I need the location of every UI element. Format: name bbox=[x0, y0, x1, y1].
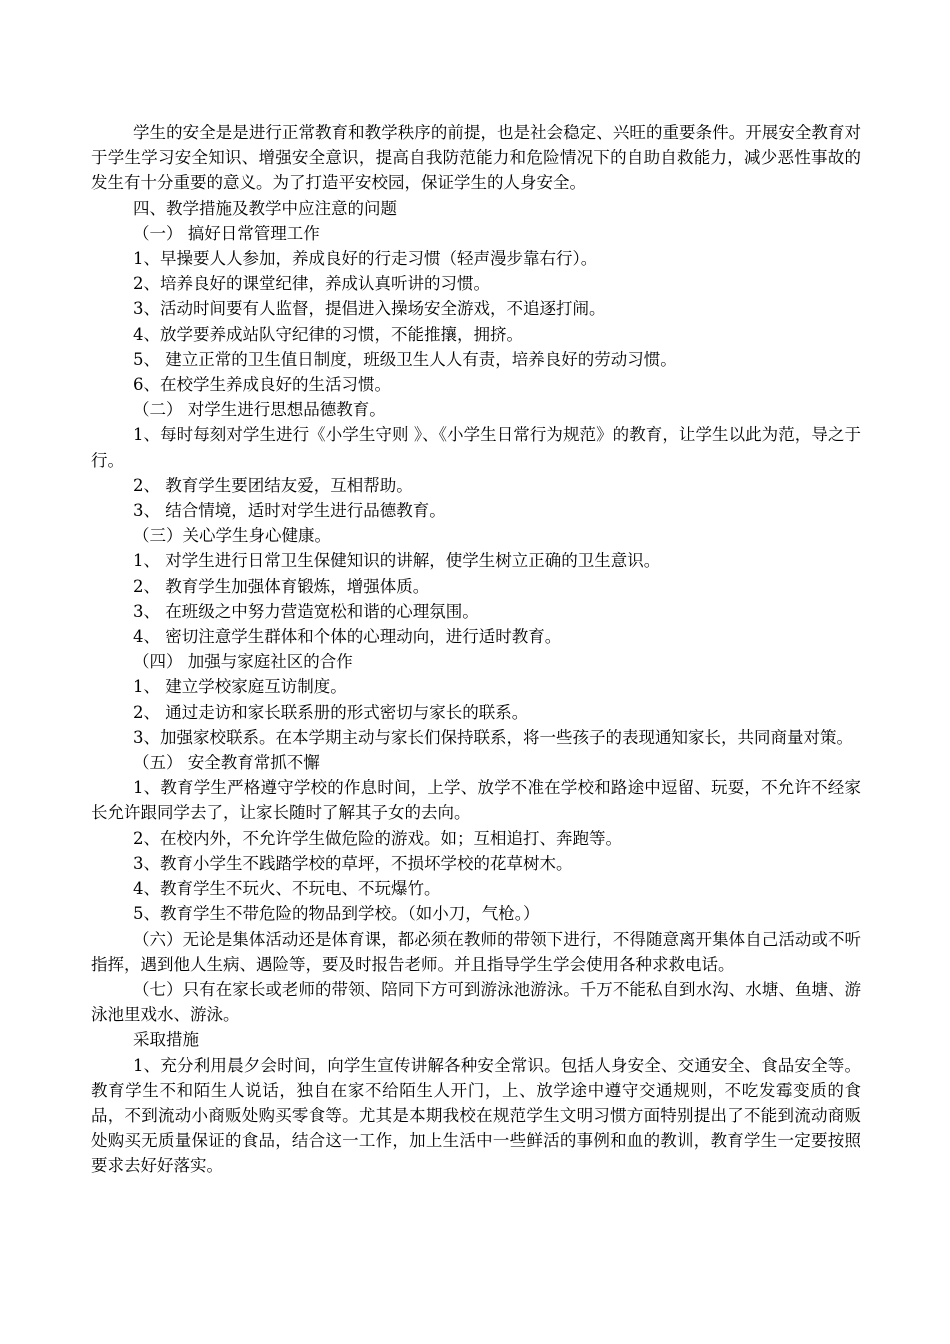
list-item: 1、每时每刻对学生进行《小学生守则 》、《小学生日常行为规范》的教育，让学生以此为范，导之于行。 bbox=[91, 425, 861, 470]
subsection-heading: （四） 加强与家庭社区的合作 bbox=[133, 652, 353, 672]
list-item: 4、放学要养成站队守纪律的习惯，不能推攘，拥挤。 bbox=[133, 324, 523, 344]
list-item: 4、教育学生不玩火、不玩电、不玩爆竹。 bbox=[133, 879, 441, 899]
list-item: 2、在校内外，不允许学生做危险的游戏。如；互相追打、奔跑等。 bbox=[133, 828, 622, 848]
list-item: 2、 通过走访和家长联系册的形式密切与家长的联系。 bbox=[133, 702, 529, 722]
list-item: 4、 密切注意学生群体和个体的心理动向，进行适时教育。 bbox=[133, 627, 562, 647]
list-item: 5、 建立正常的卫生值日制度，班级卫生人人有责，培养良好的劳动习惯。 bbox=[133, 349, 677, 369]
intro-paragraph: 学生的安全是是进行正常教育和教学秩序的前提，也是社会稳定、兴旺的重要条件。开展安全教育对于学生学习安全知识、增强安全意识，提高自我防范能力和危险情况下的自助自救能力，减少恶性事故的发生有十分重要的意义。为了打造平安校园，保证学生的人身安全。 bbox=[91, 123, 861, 193]
list-item: 1、 对学生进行日常卫生保健知识的讲解，使学生树立正确的卫生意识。 bbox=[133, 551, 661, 571]
document-page bbox=[91, 120, 861, 1179]
list-item: 3、 在班级之中努力营造宽松和谐的心理氛围。 bbox=[133, 601, 479, 621]
subsection-heading: （五） 安全教育常抓不懈 bbox=[133, 753, 320, 773]
list-item: 3、加强家校联系。在本学期主动与家长们保持联系，将一些孩子的表现通知家长，共同商量对策。 bbox=[133, 727, 853, 747]
list-item: 1、早操要人人参加，养成良好的行走习惯（轻声漫步靠右行）。 bbox=[133, 249, 598, 269]
section-heading: 采取措施 bbox=[133, 1030, 199, 1050]
subsection-heading: （三）关心学生身心健康。 bbox=[133, 526, 331, 546]
list-item: 1、教育学生严格遵守学校的作息时间，上学、放学不准在学校和路途中逗留、玩耍，不允许不经家长允许跟同学去了，让家长随时了解其子女的去向。 bbox=[91, 778, 861, 823]
list-item: 5、教育学生不带危险的物品到学校。（如小刀，气枪。） bbox=[133, 904, 540, 924]
section-heading: 四、教学措施及教学中应注意的问题 bbox=[133, 198, 397, 218]
list-item: 3、活动时间要有人监督，提倡进入操场安全游戏，不追逐打闹。 bbox=[133, 299, 606, 319]
list-item: 3、 结合情境，适时对学生进行品德教育。 bbox=[133, 501, 446, 521]
list-item: 1、 建立学校家庭互访制度。 bbox=[133, 677, 347, 697]
body-paragraph: （七）只有在家长或老师的带领、陪同下方可到游泳池游泳。千万不能私自到水沟、水塘、鱼塘、游泳池里戏水、游泳。 bbox=[91, 979, 861, 1025]
list-item: 2、 教育学生要团结友爱，互相帮助。 bbox=[133, 475, 413, 495]
list-item: 3、教育小学生不践踏学校的草坪，不损坏学校的花草树木。 bbox=[133, 853, 573, 873]
body-paragraph: 1、充分利用晨夕会时间，向学生宣传讲解各种安全常识。包括人身安全、交通安全、食品安全等。教育学生不和陌生人说话，独自在家不给陌生人开门，上、放学途中遵守交通规则，不吃发霉变质的食品，不到流动小商贩处购买零食等。尤其是本期我校在规范学生文明习惯方面特别提出了不能到流动商贩处购买无质量保证的食品，结合这一工作，加上生活中一些鲜活的事例和血的教训，教育学生一定要按照要求去好好落实。 bbox=[91, 1055, 861, 1176]
list-item: 6、在校学生养成良好的生活习惯。 bbox=[133, 375, 391, 395]
list-item: 2、培养良好的课堂纪律，养成认真听讲的习惯。 bbox=[133, 274, 490, 294]
subsection-heading: （一） 搞好日常管理工作 bbox=[133, 223, 320, 243]
list-item: 2、 教育学生加强体育锻炼，增强体质。 bbox=[133, 576, 430, 596]
subsection-heading: （二） 对学生进行思想品德教育。 bbox=[133, 400, 386, 420]
body-paragraph: （六）无论是集体活动还是体育课，都必须在教师的带领下进行，不得随意离开集体自己活动或不听指挥，遇到他人生病、遇险等，要及时报告老师。并且指导学生学会使用各种求救电话。 bbox=[91, 929, 861, 974]
